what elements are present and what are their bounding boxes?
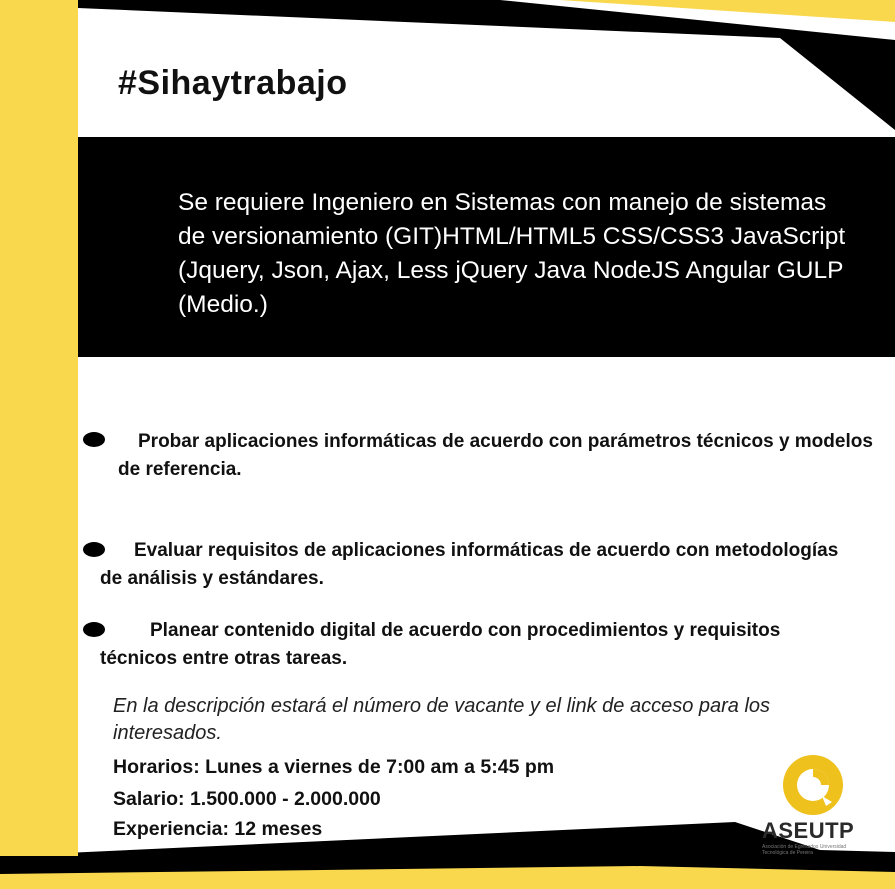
logo-subtitle: Asociación de Egresados Universidad Tecnológica de Pereira	[762, 844, 847, 856]
bullet-item-3: Planear contenido digital de acuerdo con procedimientos y requisitos técnicos entre otras tareas.	[100, 620, 781, 669]
horarios-text: Horarios: Lunes a viernes de 7:00 am a 5:45 pm	[113, 756, 555, 778]
job-intro-text: Se requiere Ingeniero en Sistemas con manejo de sistemas de versionamiento (GIT)HTML/HTML5 CSS/CSS3 JavaScript (Jquery, Json, Ajax, Less jQuery Java NodeJS Angular GULP (Medio.)	[178, 189, 846, 318]
hashtag-title: #Sihaytrabajo	[118, 64, 348, 102]
left-yellow-strip	[0, 360, 78, 856]
salario-text: Salario: 1.500.000 - 2.000.000	[113, 788, 381, 810]
bullet-dot-1	[83, 432, 105, 447]
bullet-item-1: Probar aplicaciones informáticas de acuerdo con parámetros técnicos y modelos de referencia.	[118, 431, 873, 480]
experiencia-text: Experiencia: 12 meses	[113, 818, 323, 840]
bullet-item-2: Evaluar requisitos de aplicaciones informáticas de acuerdo con metodologías de análisis y estándares.	[100, 540, 839, 589]
logo-wordmark: ASEUTP	[762, 818, 855, 843]
vacancy-note: En la descripción estará el número de vacante y el link de acceso para los interesados.	[113, 695, 771, 744]
aseutp-logo-icon	[780, 752, 846, 818]
